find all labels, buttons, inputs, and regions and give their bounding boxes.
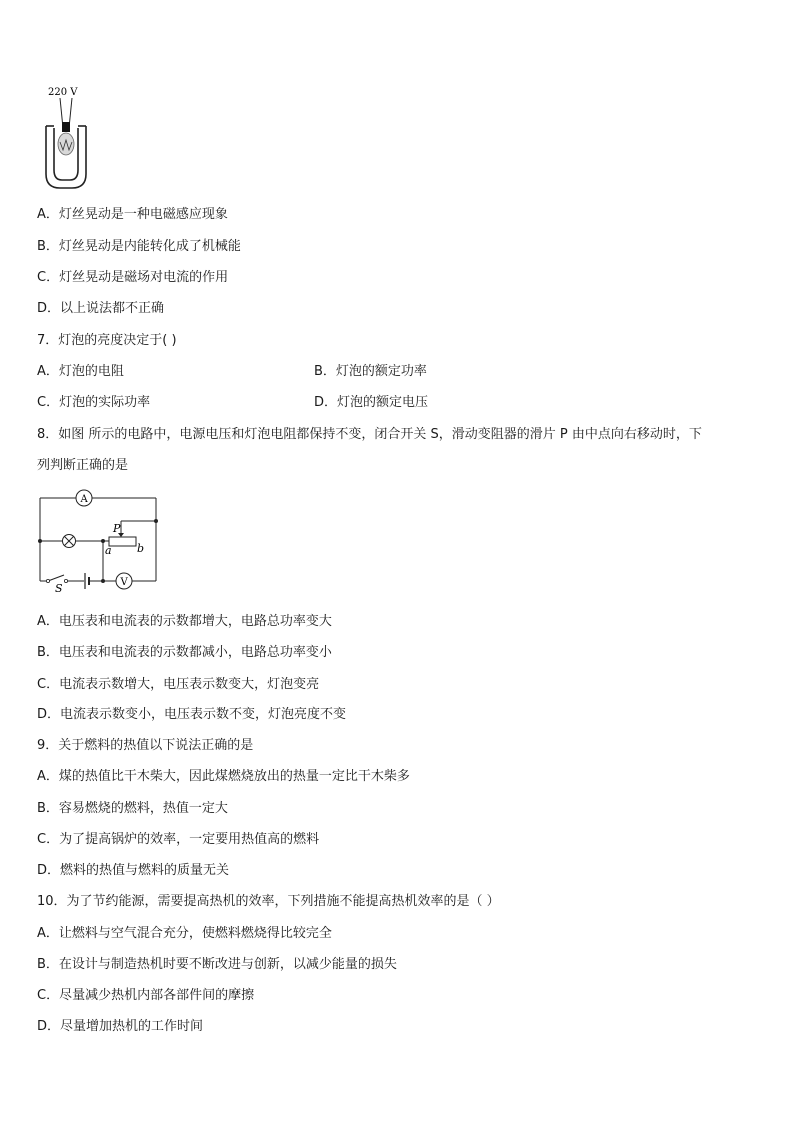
q7-option-d: D．灯泡的额定电压 xyxy=(314,395,429,410)
switch-label: S xyxy=(55,582,63,594)
circuit-diagram xyxy=(36,488,166,594)
q10-option-a: A．让燃料与空气混合充分，使燃料燃烧得比较完全 xyxy=(37,926,332,941)
q10-option-c: C．尽量减少热机内部各部件间的摩擦 xyxy=(37,988,255,1003)
q8-stem-line1: 8．如图 所示的电路中，电源电压和灯泡电阻都保持不变，闭合开关 S，滑动变阻器的滑片 P 由中点向右移动时，下 xyxy=(37,427,702,442)
q8-stem-line2: 列判断正确的是 xyxy=(37,458,129,473)
q6-option-b: B．灯丝晃动是内能转化成了机械能 xyxy=(37,239,241,254)
end-b-label: b xyxy=(137,542,145,555)
end-a-label: a xyxy=(105,544,112,557)
q7-option-c: C．灯泡的实际功率 xyxy=(37,395,151,410)
q6-option-d: D．以上说法都不正确 xyxy=(37,301,165,316)
q10-option-d: D．尽量增加热机的工作时间 xyxy=(37,1019,204,1034)
q7-stem: 7．灯泡的亮度决定于( ) xyxy=(37,333,177,348)
q9-stem: 9．关于燃料的热值以下说法正确的是 xyxy=(37,738,254,753)
q10-option-b: B．在设计与制造热机时要不断改进与创新，以减少能量的损失 xyxy=(37,957,397,972)
slider-label: P xyxy=(113,522,121,535)
q8-option-c: C．电流表示数增大，电压表示数变大，灯泡变亮 xyxy=(37,677,320,692)
q8-option-a: A．电压表和电流表的示数都增大，电路总功率变大 xyxy=(37,614,332,629)
q8-option-b: B．电压表和电流表的示数都减小，电路总功率变小 xyxy=(37,645,332,660)
q8-option-d: D．电流表示数变小，电压表示数不变，灯泡亮度不变 xyxy=(37,707,347,722)
q9-option-a: A．煤的热值比干木柴大，因此煤燃烧放出的热量一定比干木柴多 xyxy=(37,769,410,784)
q6-option-a: A．灯丝晃动是一种电磁感应现象 xyxy=(37,207,228,222)
rheostat-symbol xyxy=(109,537,136,546)
q7-option-a: A．灯泡的电阻 xyxy=(37,364,124,379)
voltmeter-label: V xyxy=(120,577,128,588)
q9-option-d: D．燃料的热值与燃料的质量无关 xyxy=(37,863,230,878)
voltage-label: 220 V xyxy=(48,87,78,98)
q10-stem: 10．为了节约能源，需要提高热机的效率，下列措施不能提高热机效率的是（ ） xyxy=(37,894,500,909)
q9-option-b: B．容易燃烧的燃料，热值一定大 xyxy=(37,801,228,816)
q9-option-c: C．为了提高锅炉的效率，一定要用热值高的燃料 xyxy=(37,832,320,847)
ammeter-label: A xyxy=(80,494,88,505)
q6-option-c: C．灯丝晃动是磁场对电流的作用 xyxy=(37,270,229,285)
lamp-magnet-figure xyxy=(40,84,100,194)
q7-option-b: B．灯泡的额定功率 xyxy=(314,364,427,379)
